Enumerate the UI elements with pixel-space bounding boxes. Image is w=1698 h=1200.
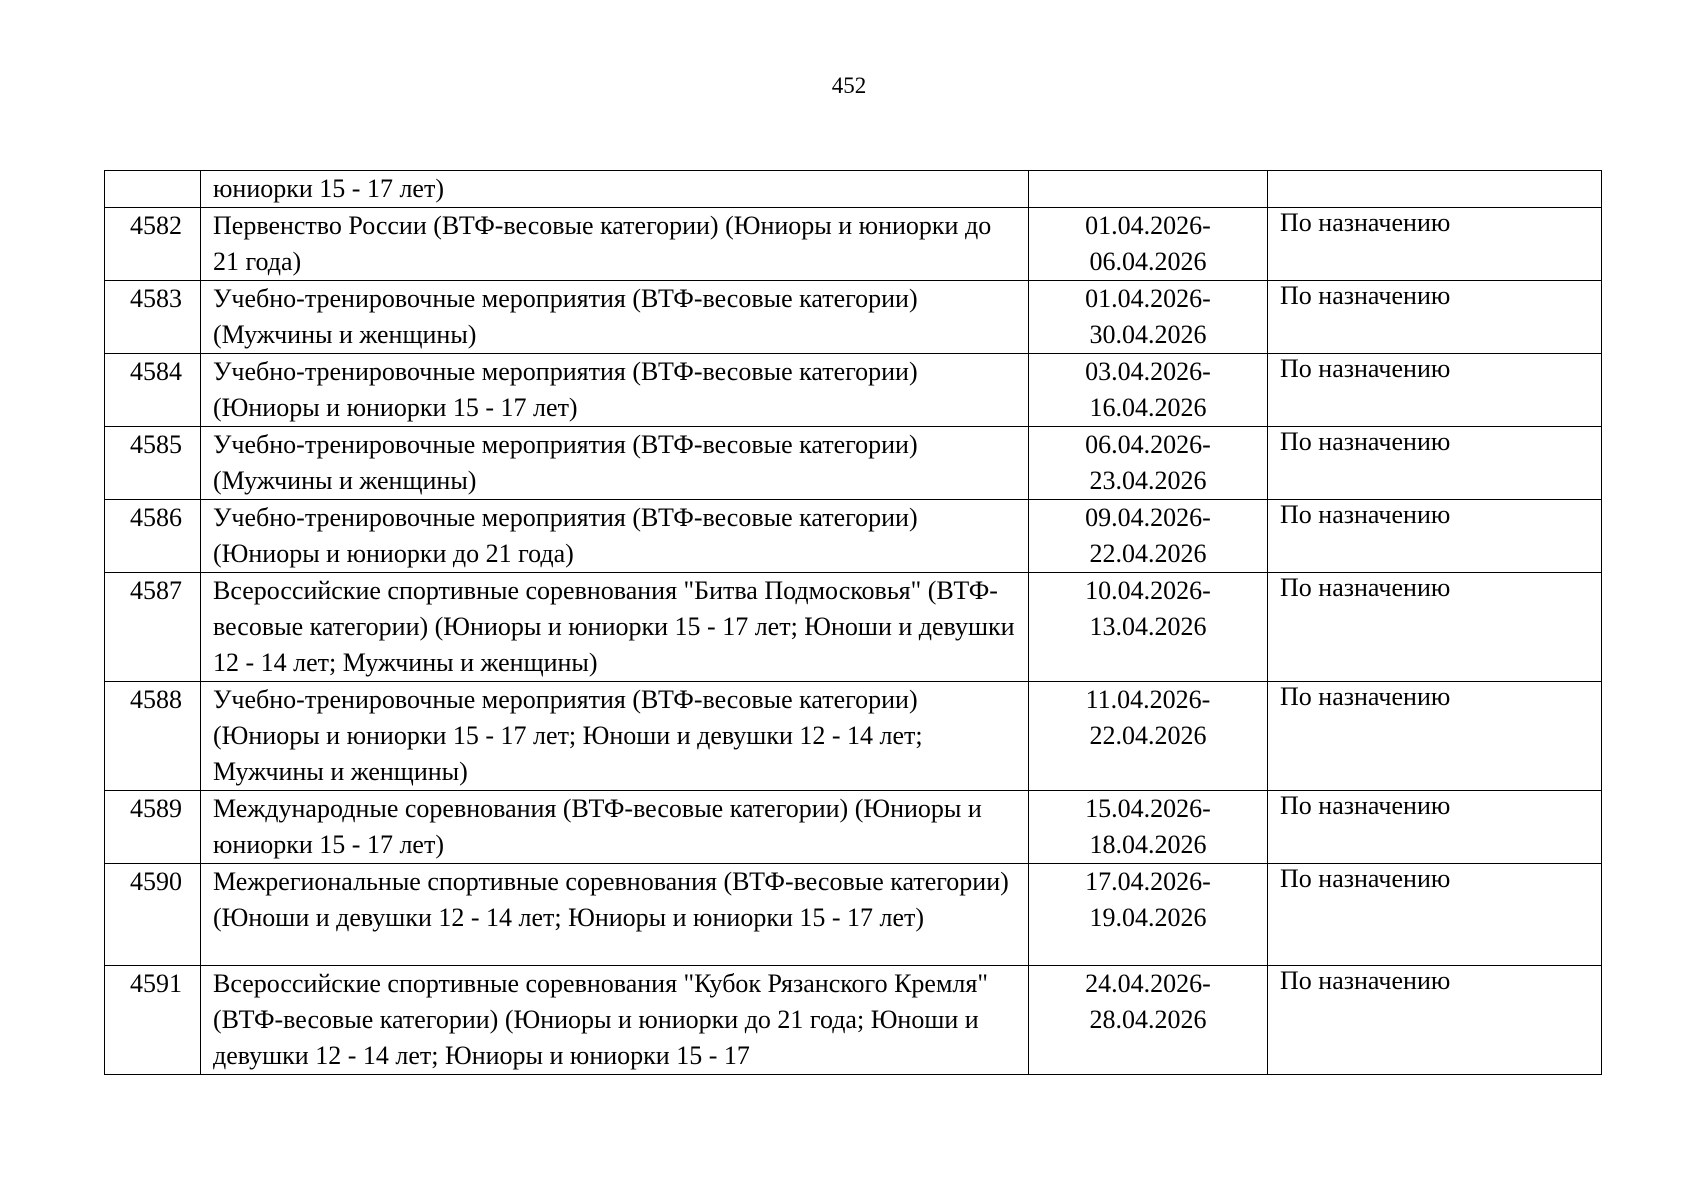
event-number-cell <box>105 500 201 573</box>
table-row <box>105 864 1602 966</box>
event-place: По назначению <box>1280 791 1451 820</box>
event-name-cell <box>201 208 1029 281</box>
table-row <box>105 171 1602 208</box>
events-table <box>104 170 1602 1075</box>
event-dates: 15.04.2026- 18.04.2026 <box>1085 794 1211 859</box>
event-name-cell <box>201 427 1029 500</box>
event-name-cell <box>201 864 1029 966</box>
table-row <box>105 427 1602 500</box>
event-place-cell <box>1268 573 1602 682</box>
table-row <box>105 966 1602 1075</box>
event-number-cell <box>105 682 201 791</box>
event-number-cell <box>105 208 201 281</box>
event-dates-cell <box>1029 354 1268 427</box>
event-place-cell <box>1268 500 1602 573</box>
event-number-cell <box>105 354 201 427</box>
event-number: 4590 <box>130 867 182 896</box>
event-name: Учебно-тренировочные мероприятия (ВТФ-весовые категории) (Мужчины и женщины) <box>213 284 918 349</box>
table-row <box>105 281 1602 354</box>
event-place-cell <box>1268 354 1602 427</box>
event-dates-cell <box>1029 682 1268 791</box>
event-number: 4586 <box>130 503 182 532</box>
event-name-cell <box>201 682 1029 791</box>
event-name-cell <box>201 573 1029 682</box>
event-number-cell <box>105 427 201 500</box>
event-dates: 09.04.2026- 22.04.2026 <box>1085 503 1211 568</box>
event-place-cell <box>1268 864 1602 966</box>
event-number-cell <box>105 864 201 966</box>
event-name: Международные соревнования (ВТФ-весовые категории) (Юниоры и юниорки 15 - 17 лет) <box>213 794 982 859</box>
event-dates-cell <box>1029 171 1268 208</box>
event-number-cell <box>105 281 201 354</box>
event-number-cell <box>105 573 201 682</box>
event-place: По назначению <box>1280 682 1451 711</box>
event-dates: 01.04.2026- 06.04.2026 <box>1085 211 1211 276</box>
event-name-cell <box>201 354 1029 427</box>
event-place-cell <box>1268 791 1602 864</box>
event-dates-cell <box>1029 573 1268 682</box>
event-name: Учебно-тренировочные мероприятия (ВТФ-весовые категории) (Юниоры и юниорки 15 - 17 лет) <box>213 357 918 422</box>
event-name-cell <box>201 500 1029 573</box>
event-dates: 17.04.2026- 19.04.2026 <box>1085 867 1211 932</box>
event-dates-cell <box>1029 500 1268 573</box>
page-number: 452 <box>831 73 867 98</box>
event-place-cell <box>1268 281 1602 354</box>
event-dates: 11.04.2026- 22.04.2026 <box>1085 685 1211 750</box>
event-name-cell <box>201 281 1029 354</box>
event-number: 4582 <box>130 211 182 240</box>
event-number-cell <box>105 966 201 1075</box>
event-place-cell <box>1268 171 1602 208</box>
event-place: По назначению <box>1280 573 1451 602</box>
event-name: юниорки 15 - 17 лет) <box>213 174 444 203</box>
table-row <box>105 500 1602 573</box>
event-place: По назначению <box>1280 966 1451 995</box>
event-number: 4589 <box>130 794 182 823</box>
table-row <box>105 208 1602 281</box>
event-name: Межрегиональные спортивные соревнования (ВТФ-весовые категории) (Юноши и девушки 12 - 14 лет; Юниоры и юниорки 15 - 17 лет) <box>213 867 1009 932</box>
event-place: По назначению <box>1280 281 1451 310</box>
event-number: 4588 <box>130 685 182 714</box>
event-place-cell <box>1268 966 1602 1075</box>
event-dates: 01.04.2026- 30.04.2026 <box>1085 284 1211 349</box>
event-dates-cell <box>1029 281 1268 354</box>
event-dates-cell <box>1029 427 1268 500</box>
event-dates: 03.04.2026- 16.04.2026 <box>1085 357 1211 422</box>
event-dates: 10.04.2026- 13.04.2026 <box>1085 576 1211 641</box>
event-name: Всероссийские спортивные соревнования "Битва Подмосковья" (ВТФ-весовые категории) (Юниоры и юниорки 15 - 17 лет; Юноши и девушки 12 - 14 лет; Мужчины и женщины) <box>213 576 1015 677</box>
event-number: 4587 <box>130 576 182 605</box>
event-name-cell <box>201 171 1029 208</box>
table-body <box>105 171 1602 1075</box>
event-dates: 06.04.2026- 23.04.2026 <box>1085 430 1211 495</box>
event-number-cell <box>105 791 201 864</box>
event-name: Всероссийские спортивные соревнования "Кубок Рязанского Кремля" (ВТФ-весовые категории) (Юниоры и юниорки до 21 года; Юноши и девушки 12 - 14 лет; Юниоры и юниорки 15 - 17 <box>213 969 988 1070</box>
event-place: По назначению <box>1280 208 1451 237</box>
event-number: 4583 <box>130 284 182 313</box>
event-place-cell <box>1268 682 1602 791</box>
event-name: Первенство России (ВТФ-весовые категории) (Юниоры и юниорки до 21 года) <box>213 211 992 276</box>
table-row <box>105 791 1602 864</box>
event-dates-cell <box>1029 864 1268 966</box>
event-dates-cell <box>1029 966 1268 1075</box>
event-name: Учебно-тренировочные мероприятия (ВТФ-весовые категории) (Юниоры и юниорки 15 - 17 лет; Юноши и девушки 12 - 14 лет; Мужчины и женщины) <box>213 685 923 786</box>
event-number-cell <box>105 171 201 208</box>
event-place: По назначению <box>1280 354 1451 383</box>
event-place-cell <box>1268 427 1602 500</box>
event-number: 4584 <box>130 357 182 386</box>
event-name-cell <box>201 791 1029 864</box>
event-place: По назначению <box>1280 864 1451 893</box>
event-place-cell <box>1268 208 1602 281</box>
event-number: 4591 <box>130 969 182 998</box>
event-place: По назначению <box>1280 427 1451 456</box>
table-row <box>105 573 1602 682</box>
event-name-cell <box>201 966 1029 1075</box>
event-number: 4585 <box>130 430 182 459</box>
table-row <box>105 354 1602 427</box>
event-dates-cell <box>1029 791 1268 864</box>
event-dates-cell <box>1029 208 1268 281</box>
event-name: Учебно-тренировочные мероприятия (ВТФ-весовые категории) (Мужчины и женщины) <box>213 430 918 495</box>
table-row <box>105 682 1602 791</box>
event-name: Учебно-тренировочные мероприятия (ВТФ-весовые категории) (Юниоры и юниорки до 21 года) <box>213 503 918 568</box>
event-place: По назначению <box>1280 500 1451 529</box>
event-dates: 24.04.2026- 28.04.2026 <box>1085 969 1211 1034</box>
